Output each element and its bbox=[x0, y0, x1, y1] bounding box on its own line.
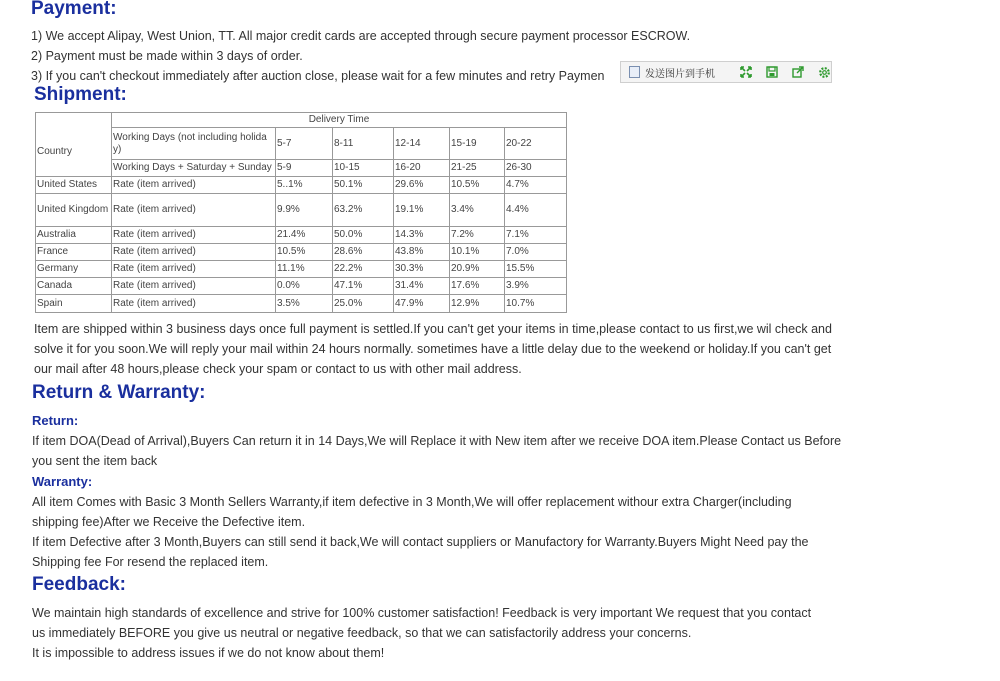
working-days-sat-sun-label: Working Days + Saturday + Sunday bbox=[112, 160, 276, 177]
working-days-label: Working Days (not including holiday) bbox=[112, 128, 276, 160]
rate-cell: 28.6% bbox=[333, 244, 394, 261]
rate-cell: 29.6% bbox=[394, 177, 450, 194]
rate-cell: 50.0% bbox=[333, 227, 394, 244]
rate-cell: 22.2% bbox=[333, 261, 394, 278]
warranty-subtitle: Warranty: bbox=[32, 474, 93, 489]
rate-label-cell: Rate (item arrived) bbox=[112, 177, 276, 194]
delivery-time-table bbox=[35, 112, 567, 313]
expand-icon[interactable] bbox=[740, 65, 753, 79]
feedback-text-2: It is impossible to address issues if we do not know about them! bbox=[32, 646, 385, 660]
country-cell: Canada bbox=[36, 278, 112, 295]
rate-cell: 14.3% bbox=[394, 227, 450, 244]
rate-cell: 3.9% bbox=[505, 278, 567, 295]
shipment-note: Item are shipped within 3 business days once full payment is settled.If you can't get your items in time,please contact to us first,we wil check and solve it for you soon.We will reply your mail within 24 hours normally. sometimes have a little delay due to the weekend or holiday.If you can't get our mail after 48 hours,please check your spam or contact to us with other mail address. bbox=[34, 322, 832, 376]
rate-label-cell: Rate (item arrived) bbox=[112, 261, 276, 278]
rate-cell: 20.9% bbox=[450, 261, 505, 278]
rate-cell: 10.5% bbox=[450, 177, 505, 194]
rate-cell: 9.9% bbox=[276, 194, 333, 227]
country-cell: United Kingdom bbox=[36, 194, 112, 227]
send-to-phone-button[interactable] bbox=[621, 65, 727, 80]
save-icon[interactable] bbox=[766, 65, 779, 79]
rate-cell: 4.4% bbox=[505, 194, 567, 227]
working-days-cell: 12-14 bbox=[394, 128, 450, 160]
feedback-title: Feedback: bbox=[32, 574, 126, 595]
rate-cell: 31.4% bbox=[394, 278, 450, 295]
send-to-phone-label: 发送图片到手机 bbox=[645, 68, 715, 80]
rate-label-cell: Rate (item arrived) bbox=[112, 194, 276, 227]
working-days-cell: 15-19 bbox=[450, 128, 505, 160]
share-icon[interactable] bbox=[792, 65, 805, 79]
rate-cell: 4.7% bbox=[505, 177, 567, 194]
rate-cell: 7.0% bbox=[505, 244, 567, 261]
return-subtitle: Return: bbox=[32, 413, 79, 428]
country-header: Country bbox=[36, 128, 112, 177]
rate-cell: 3.4% bbox=[450, 194, 505, 227]
rate-cell: 19.1% bbox=[394, 194, 450, 227]
rate-label-cell: Rate (item arrived) bbox=[112, 295, 276, 313]
rate-cell: 17.6% bbox=[450, 278, 505, 295]
working-days-sat-sun-cell: 21-25 bbox=[450, 160, 505, 177]
send-to-phone-icon bbox=[629, 66, 640, 78]
rate-cell: 63.2% bbox=[333, 194, 394, 227]
rate-cell: 11.1% bbox=[276, 261, 333, 278]
rate-cell: 3.5% bbox=[276, 295, 333, 313]
return-warranty-title: Return & Warranty: bbox=[32, 382, 206, 403]
rate-cell: 0.0% bbox=[276, 278, 333, 295]
rate-cell: 7.2% bbox=[450, 227, 505, 244]
image-toolbar bbox=[620, 61, 832, 83]
rate-cell: 10.1% bbox=[450, 244, 505, 261]
rate-label-cell: Rate (item arrived) bbox=[112, 278, 276, 295]
working-days-sat-sun-cell: 5-9 bbox=[276, 160, 333, 177]
rate-cell: 7.1% bbox=[505, 227, 567, 244]
rate-cell: 47.9% bbox=[394, 295, 450, 313]
country-cell: United States bbox=[36, 177, 112, 194]
return-text: If item DOA(Dead of Arrival),Buyers Can return it in 14 Days,We will Replace it with New item after we receive DOA item.Please Contact us Before you sent the item back bbox=[32, 434, 842, 468]
rate-label-cell: Rate (item arrived) bbox=[112, 244, 276, 261]
payment-line-2: 2) Payment must be made within 3 days of order. bbox=[31, 49, 303, 63]
table-corner-cell bbox=[36, 113, 112, 128]
rate-cell: 10.7% bbox=[505, 295, 567, 313]
working-days-cell: 5-7 bbox=[276, 128, 333, 160]
working-days-cell: 8-11 bbox=[333, 128, 394, 160]
payment-line-3: 3) If you can't checkout immediately after auction close, please wait for a few minutes and retry Paymen bbox=[31, 69, 605, 83]
working-days-sat-sun-cell: 26-30 bbox=[505, 160, 567, 177]
rate-cell: 50.1% bbox=[333, 177, 394, 194]
shipment-title: Shipment: bbox=[34, 84, 127, 105]
country-cell: Australia bbox=[36, 227, 112, 244]
rate-cell: 25.0% bbox=[333, 295, 394, 313]
delivery-time-header: Delivery Time bbox=[112, 113, 567, 128]
rate-cell: 12.9% bbox=[450, 295, 505, 313]
payment-line-1: 1) We accept Alipay, West Union, TT. All major credit cards are accepted through secure payment processor ESCROW. bbox=[31, 29, 691, 43]
rate-cell: 10.5% bbox=[276, 244, 333, 261]
feedback-text-1: We maintain high standards of excellence and strive for 100% customer satisfaction! Feedback is very important We request that you contact us immediately BEFORE you give us neutral or negative feedback, so that we can satisfactorily address your concerns. bbox=[32, 606, 812, 640]
warranty-text-2: If item Defective after 3 Month,Buyers can still send it back,We will contact suppliers or Manufactory for Warranty.Buyers Might Need pay the Shipping fee For resend the replaced item. bbox=[32, 535, 809, 569]
working-days-cell: 20-22 bbox=[505, 128, 567, 160]
country-cell: Spain bbox=[36, 295, 112, 313]
working-days-sat-sun-cell: 16-20 bbox=[394, 160, 450, 177]
rate-cell: 47.1% bbox=[333, 278, 394, 295]
rate-cell: 21.4% bbox=[276, 227, 333, 244]
rate-label-cell: Rate (item arrived) bbox=[112, 227, 276, 244]
rate-cell: 5..1% bbox=[276, 177, 333, 194]
rate-cell: 30.3% bbox=[394, 261, 450, 278]
payment-title: Payment: bbox=[31, 0, 117, 19]
country-cell: France bbox=[36, 244, 112, 261]
rate-cell: 15.5% bbox=[505, 261, 567, 278]
warranty-text-1: All item Comes with Basic 3 Month Sellers Warranty,if item defective in 3 Month,We will offer replacement withour extra Charger(including shipping fee)After we Receive the Defective item. bbox=[32, 495, 792, 529]
rate-cell: 43.8% bbox=[394, 244, 450, 261]
working-days-sat-sun-cell: 10-15 bbox=[333, 160, 394, 177]
country-cell: Germany bbox=[36, 261, 112, 278]
settings-icon[interactable] bbox=[818, 65, 831, 79]
